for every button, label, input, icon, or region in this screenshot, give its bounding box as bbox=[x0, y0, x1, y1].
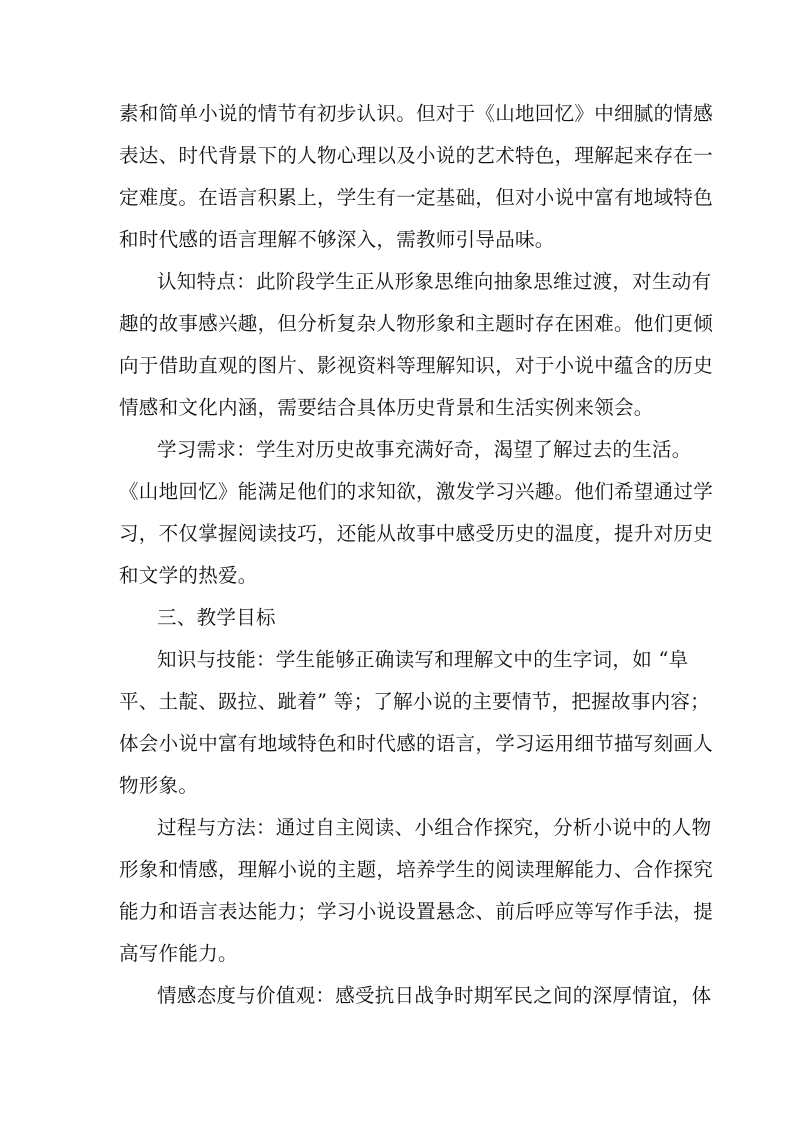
text-line: 物形象。 bbox=[119, 774, 199, 797]
text-line: 情感态度与价值观：感受抗日战争时期军民之间的深厚情谊，体 bbox=[157, 984, 712, 1007]
text-line: 认知特点：此阶段学生正从形象思维向抽象思维过渡，对生动有 bbox=[157, 270, 712, 293]
text-line: 《山地回忆》能满足他们的求知欲，激发学习兴趣。他们希望通过学 bbox=[119, 480, 714, 503]
text-line: 素和简单小说的情节有初步认识。但对于《山地回忆》中细腻的情感 bbox=[119, 102, 714, 125]
text-line: 高写作能力。 bbox=[119, 942, 238, 965]
section-heading: 三、教学目标 bbox=[157, 606, 276, 629]
text-line: 向于借助直观的图片、影视资料等理解知识，对于小说中蕴含的历史 bbox=[119, 354, 714, 377]
text-line: 平、土靛、趿拉、跐着” 等；了解小说的主要情节，把握故事内容； bbox=[119, 690, 710, 713]
text-line: 和文学的热爱。 bbox=[119, 564, 258, 587]
text-line: 定难度。在语言积累上，学生有一定基础，但对小说中富有地域特色 bbox=[119, 186, 714, 209]
text-line: 过程与方法：通过自主阅读、小组合作探究，分析小说中的人物 bbox=[157, 816, 712, 839]
text-line: 和时代感的语言理解不够深入，需教师引导品味。 bbox=[119, 228, 555, 251]
text-line: 知识与技能：学生能够正确读写和理解文中的生字词，如 “阜 bbox=[157, 648, 689, 671]
text-line: 学习需求：学生对历史故事充满好奇，渴望了解过去的生活。 bbox=[157, 438, 692, 461]
text-line: 形象和情感，理解小说的主题，培养学生的阅读理解能力、合作探究 bbox=[119, 858, 714, 881]
text-line: 趣的故事感兴趣，但分析复杂人物形象和主题时存在困难。他们更倾 bbox=[119, 312, 714, 335]
text-line: 情感和文化内涵，需要结合具体历史背景和生活实例来领会。 bbox=[119, 396, 654, 419]
text-line: 能力和语言表达能力；学习小说设置悬念、前后呼应等写作手法，提 bbox=[119, 900, 714, 923]
text-line: 体会小说中富有地域特色和时代感的语言，学习运用细节描写刻画人 bbox=[119, 732, 714, 755]
text-line: 表达、时代背景下的人物心理以及小说的艺术特色，理解起来存在一 bbox=[119, 144, 714, 167]
text-line: 习，不仅掌握阅读技巧，还能从故事中感受历史的温度，提升对历史 bbox=[119, 522, 714, 545]
